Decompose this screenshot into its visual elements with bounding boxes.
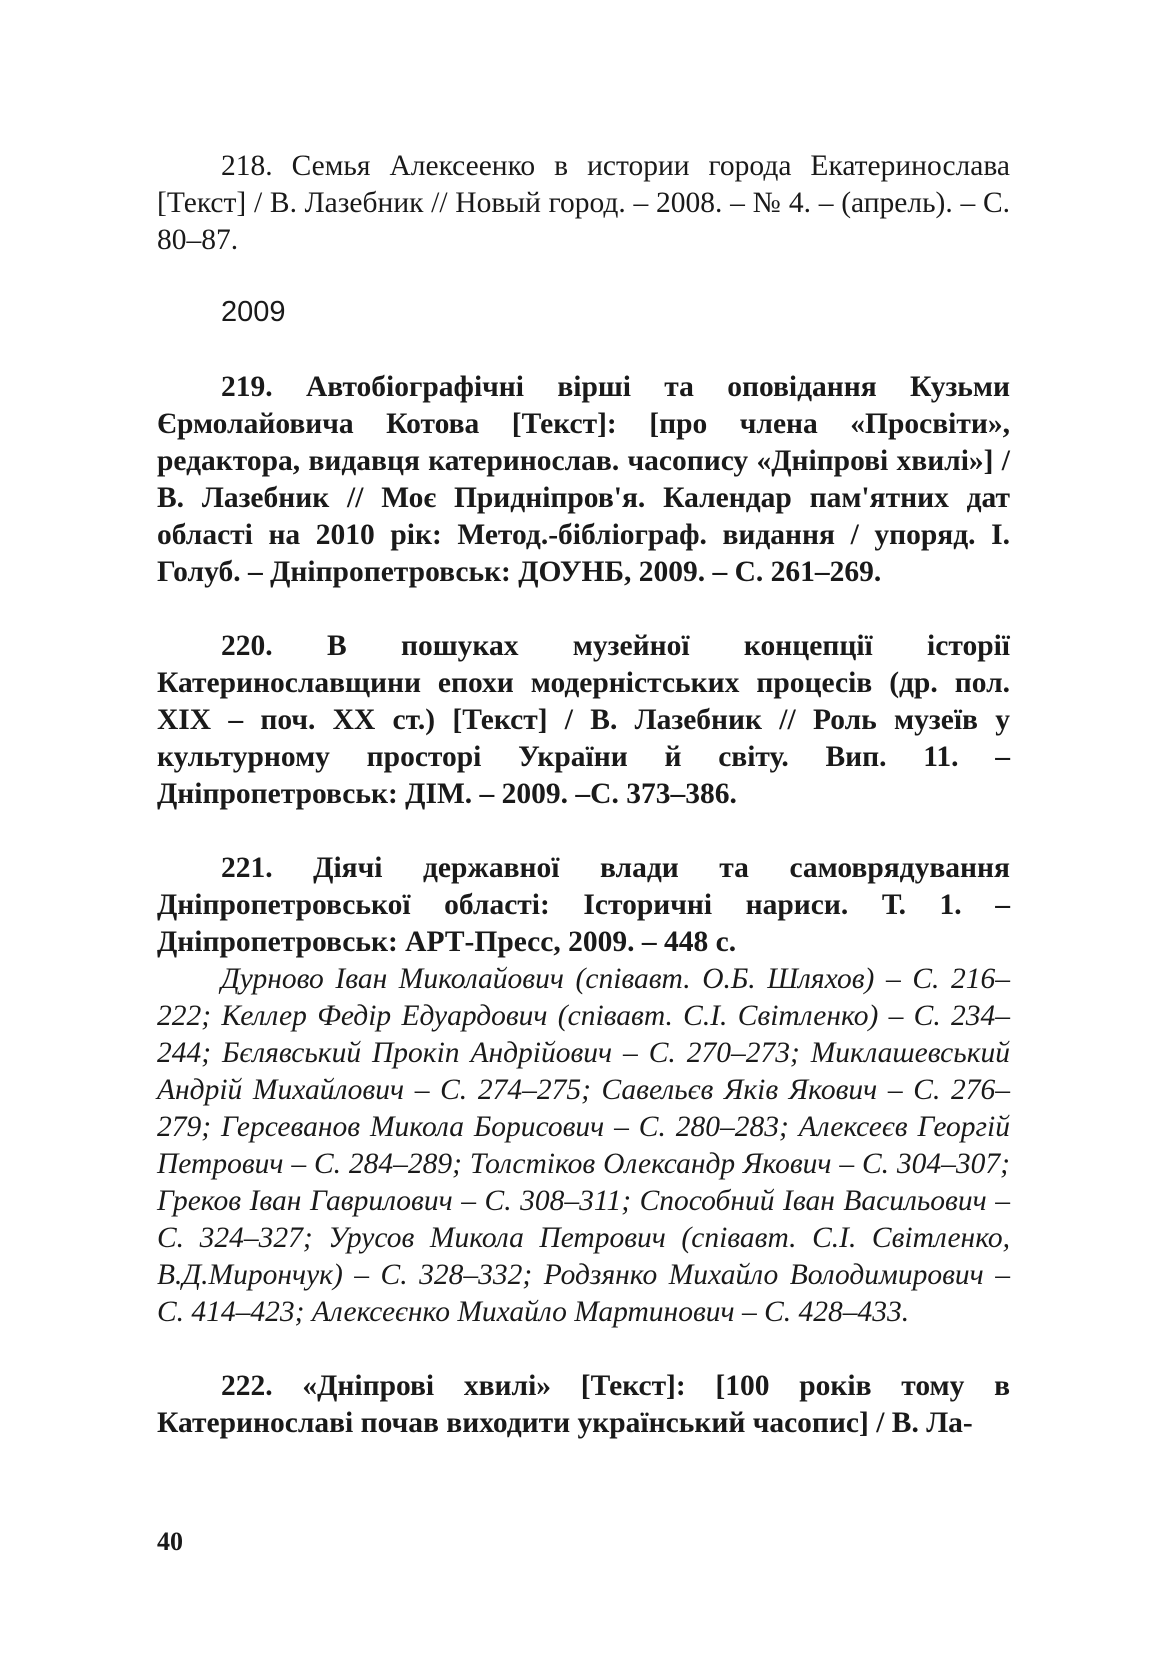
bibliography-entry-221: 221. Діячі державної влади та самоврядування Дніпропетровської області: Історичні нариси. Т. 1. – Дніпропетровськ: АРТ-Пресс, 2009. – 448 с. <box>157 852 1010 958</box>
entry-221-contents: Дурново Іван Миколайович (співавт. О.Б. Шляхов) – С. 216–222; Келлер Федір Едуардович (співавт. С.І. Світленко) – С. 234–244; Бєлявський Прокіп Андрійович – С. 270–273; Миклашевський Андрій Михайлович – С. 274–275; Савельєв Яків Якович – С. 276–279; Герсеванов Микола Борисович – С. 280–283; Алексеєв Георгій Петрович – С. 284–289; Толстіков Олександр Якович – С. 304–307; Греков Іван Гаврилович – С. 308–311; Способний Іван Васильович – С. 324–327; Урусов Микола Петрович (співавт. С.І. Світленко, В.Д.Мирончук) – С. 328–332; Родзянко Михайло Володимирович – С. 414–423; Алексеєнко Михайло Мартинович – С. 428–433. <box>157 963 1010 1328</box>
bibliography-entry-219: 219. Автобіографічні вірші та оповідання Кузьми Єрмолайовича Котова [Текст]: [про члена «Просвіти», редактора, видавця катеринослав. часопису «Дніпрові хвилі»] / В. Лазебник // Моє Придніпров'я. Календар пам'ятних дат області на 2010 рік: Метод.-бібліограф. видання / упоряд. І. Голуб. – Дніпропетровськ: ДОУНБ, 2009. – С. 261–269. <box>157 371 1010 588</box>
page-body <box>157 148 1010 1442</box>
bibliography-entry-220: 220. В пошуках музейної концепції історії Катеринославщини епохи модерністських процесів (др. пол. ХІХ – поч. ХХ ст.) [Текст] / В. Лазебник // Роль музеїв у культурному просторі України й світу. Вип. 11. – Дніпропетровськ: ДІМ. – 2009. –С. 373–386. <box>157 630 1010 810</box>
page-number: 40 <box>157 1527 183 1556</box>
year-heading: 2009 <box>221 296 286 328</box>
bibliography-entry-222: 222. «Дніпрові хвилі» [Текст]: [100 років тому в Катеринославі почав виходити український часопис] / В. Ла- <box>157 1370 1010 1439</box>
bibliography-entry-218: 218. Семья Алексеенко в истории города Екатеринослава [Текст] / В. Лазебник // Новый город. – 2008. – № 4. – (апрель). – С. 80–87. <box>157 150 1010 256</box>
